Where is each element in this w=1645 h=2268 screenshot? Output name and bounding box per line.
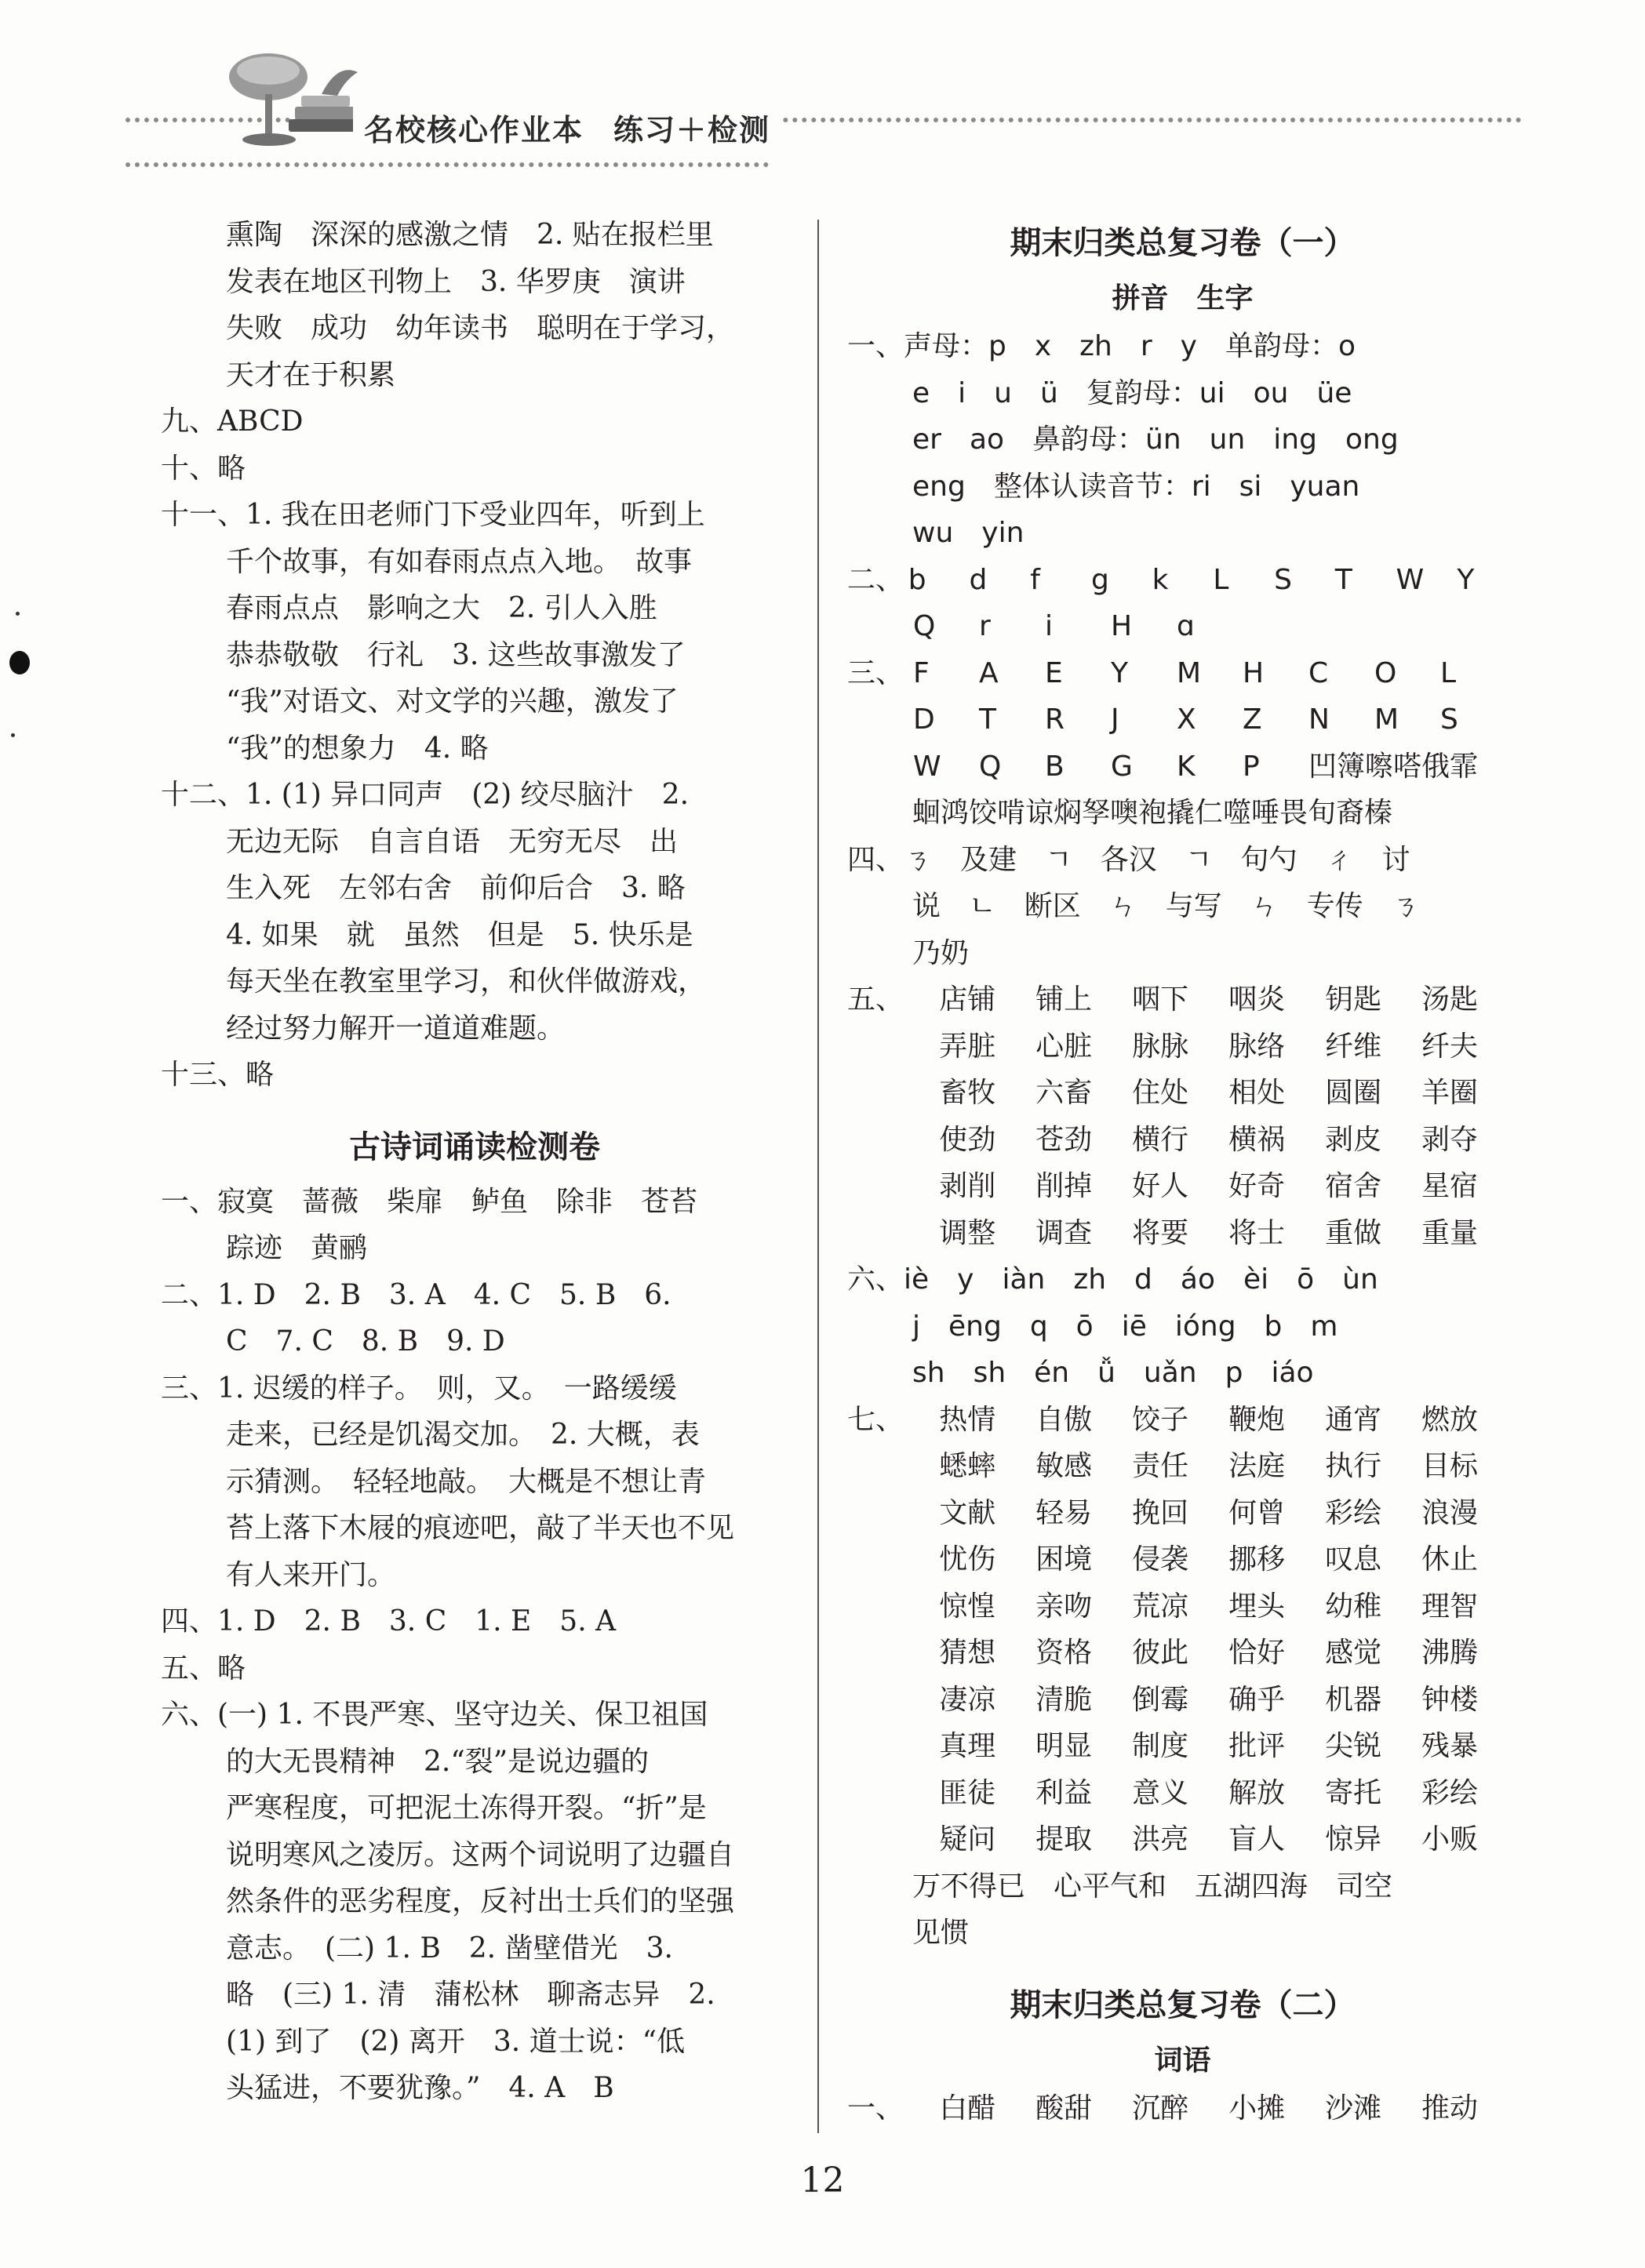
left-column (161, 212, 788, 2112)
answer-line: 4. 如果 就 虽然 但是 5. 快乐是 (226, 918, 693, 951)
answer-line: “我”的想象力 4. 略 (226, 732, 489, 765)
answer-line: 然条件的恶劣程度，反衬出士兵们的坚强 (226, 1885, 735, 1917)
word-cell: 惊异 (1325, 1823, 1382, 1855)
word-cell: 盲人 (1228, 1823, 1286, 1855)
question-number: 七、 (847, 1403, 904, 1436)
answer-line: 意志。 (二) 1. B 2. 凿壁借光 3. (226, 1932, 673, 1965)
word-cell: 横行 (1132, 1123, 1189, 1156)
word-row (847, 1163, 1518, 1210)
letter-cell: W (913, 750, 941, 783)
page-number: 12 (800, 2161, 845, 2201)
indent (847, 1443, 939, 1490)
answer-line: wu yin (912, 517, 1024, 549)
letter-cell: ɑ (1177, 610, 1195, 642)
word-cell: 苍劲 (1035, 1123, 1093, 1156)
letter-cell: H (1243, 656, 1265, 689)
answer-line: 略 (三) 1. 清 蒲松林 聊斋志异 2. (226, 1979, 715, 2011)
word-cell: 文献 (939, 1496, 996, 1529)
letter-cell: J (1111, 703, 1119, 736)
word-cell: 敏感 (1035, 1450, 1093, 1482)
answer-line: 踪迹 黄鹂 (226, 1232, 368, 1264)
word-row (847, 976, 1518, 1023)
answer-line: 生入死 左邻右舍 前仰后合 3. 略 (226, 872, 686, 904)
letter-cell: f (1030, 563, 1040, 596)
word-row (847, 1443, 1518, 1490)
section-title: 期末归类总复习卷（二） (1010, 1986, 1356, 2023)
word-cell: 小摊 (1228, 2092, 1286, 2124)
word-cell: 寄托 (1325, 1776, 1382, 1809)
letter-cell: F (913, 656, 930, 689)
word-cell: 店铺 (939, 983, 996, 1016)
letter-cell: E (1045, 656, 1063, 689)
char-group: 凹簿嚓嗒俄霏 (1308, 750, 1479, 783)
indent (847, 743, 913, 791)
word-cell: 铺上 (1035, 983, 1093, 1016)
word-cell: 挪移 (1228, 1543, 1286, 1576)
indent (847, 1490, 939, 1537)
word-row (847, 2085, 1518, 2132)
word-cell: 荒凉 (1132, 1590, 1189, 1623)
answer-line: 十、略 (161, 452, 246, 485)
section-title: 期末归类总复习卷（一） (1010, 225, 1356, 261)
word-cell: 制度 (1132, 1730, 1189, 1762)
answer-line: 每天坐在教室里学习，和伙伴做游戏， (226, 965, 707, 998)
answer-line: 九、ABCD (161, 405, 304, 438)
letter-cell: M (1177, 656, 1202, 689)
word-cell: 侵袭 (1132, 1543, 1189, 1576)
word-cell: 沉醉 (1132, 2092, 1189, 2124)
word-cell: 批评 (1228, 1730, 1286, 1762)
word-cell: 困境 (1035, 1543, 1093, 1576)
answer-line: 四、1. D 2. B 3. C 1. E 5. A (161, 1605, 617, 1637)
letter-cell: O (1374, 656, 1397, 689)
word-row (847, 1723, 1518, 1770)
word-cell: 横祸 (1228, 1123, 1286, 1156)
word-row (847, 1770, 1518, 1817)
word-cell: 浪漫 (1421, 1496, 1479, 1529)
word-cell: 幼稚 (1325, 1590, 1382, 1623)
indent (847, 1630, 939, 1677)
answer-line: 经过努力解开一道道难题。 (226, 1012, 566, 1045)
word-cell: 确乎 (1228, 1683, 1286, 1716)
answer-line: 六、iè y iàn zh d áo èi ō ùn (847, 1263, 1378, 1296)
answer-line: 无边无际 自言自语 无穷无尽 出 (226, 825, 679, 858)
answer-line: 六、(一) 1. 不畏严寒、坚守边关、保卫祖国 (161, 1699, 708, 1731)
word-cell: 忧伤 (939, 1543, 996, 1576)
word-cell: 意义 (1132, 1776, 1189, 1809)
word-row (847, 1677, 1518, 1724)
word-cell: 住处 (1132, 1077, 1189, 1109)
header-dotted-rule-short (126, 162, 769, 167)
letter-cell: T (979, 703, 996, 736)
letter-cell: P (1243, 750, 1260, 783)
indent (847, 603, 913, 650)
letter-cell: Q (979, 750, 1002, 783)
word-cell: 提取 (1035, 1823, 1093, 1855)
section-subtitle: 拼音 生字 (1112, 282, 1254, 314)
letter-row (847, 650, 1518, 697)
word-cell: 弄脏 (939, 1030, 996, 1063)
letter-cell: S (1440, 703, 1458, 736)
answer-line: 走来，已经是饥渴交加。 2. 大概，表 (226, 1419, 700, 1451)
letter-cell: C (1308, 656, 1329, 689)
word-cell: 疑问 (939, 1823, 996, 1855)
word-cell: 饺子 (1132, 1403, 1189, 1436)
spacer (161, 1099, 788, 1116)
answer-line: 天才在于积累 (226, 358, 396, 391)
answer-line: er ao 鼻韵母：ün un ing ong (912, 423, 1399, 456)
word-cell: 何曾 (1228, 1496, 1286, 1529)
word-row (847, 1210, 1518, 1257)
word-cell: 蟋蟀 (939, 1450, 996, 1482)
header-title: 名校核心作业本 练习＋检测 (353, 106, 781, 149)
answer-line: 见惯 (912, 1917, 970, 1949)
letter-cell: K (1177, 750, 1196, 783)
word-cell: 六畜 (1035, 1077, 1093, 1109)
letter-cell: T (1334, 563, 1352, 596)
letter-cell: b (908, 563, 926, 596)
word-cell: 残暴 (1421, 1730, 1479, 1762)
letter-row (847, 696, 1518, 743)
indent (847, 1536, 939, 1583)
word-cell: 剥削 (939, 1170, 996, 1202)
word-cell: 彼此 (1132, 1637, 1189, 1669)
word-cell: 资格 (1035, 1637, 1093, 1669)
answer-line: 头猛进，不要犹豫。” 4. A B (226, 2072, 614, 2104)
indent (847, 1117, 939, 1164)
word-cell: 通宵 (1325, 1403, 1382, 1436)
indent (847, 1210, 939, 1257)
word-cell: 尖锐 (1325, 1730, 1382, 1762)
answer-line: 一、声母：p x zh r y 单韵母：o (847, 330, 1356, 362)
word-cell: 猜想 (939, 1637, 996, 1669)
word-cell: 剥皮 (1325, 1123, 1382, 1156)
answer-line: 二、1. D 2. B 3. A 4. C 5. B 6. (161, 1278, 671, 1311)
word-cell: 责任 (1132, 1450, 1189, 1482)
answer-line: 十三、略 (161, 1059, 275, 1091)
indent (847, 1677, 939, 1724)
letter-cell: k (1152, 563, 1169, 596)
word-cell: 纤维 (1325, 1030, 1382, 1063)
word-cell: 彩绘 (1325, 1496, 1382, 1529)
word-cell: 纤夫 (1421, 1030, 1479, 1063)
answer-line: 千个故事，有如春雨点点入地。 故事 (226, 545, 693, 578)
indent (847, 1723, 939, 1770)
word-cell: 执行 (1325, 1450, 1382, 1482)
letter-cell: L (1440, 656, 1457, 689)
letter-cell: Q (913, 610, 936, 642)
word-row (847, 1816, 1518, 1863)
answer-line: 说明寒风之凌厉。这两个词说明了边疆自 (226, 1838, 735, 1871)
word-cell: 调整 (939, 1216, 996, 1249)
word-cell: 咽炎 (1228, 983, 1286, 1016)
word-cell: 重量 (1421, 1216, 1479, 1249)
question-number: 三、 (847, 656, 904, 689)
letter-cell: B (1045, 750, 1065, 783)
word-cell: 脉脉 (1132, 1030, 1189, 1063)
answer-line: j ēng q ō iē ióng b m (912, 1310, 1338, 1343)
word-cell: 将要 (1132, 1216, 1189, 1249)
scan-smudge (9, 651, 30, 674)
letter-cell: L (1213, 563, 1229, 596)
word-cell: 理智 (1421, 1590, 1479, 1623)
word-cell: 感觉 (1325, 1637, 1382, 1669)
word-cell: 洪亮 (1132, 1823, 1189, 1855)
word-cell: 沸腾 (1421, 1637, 1479, 1669)
word-cell: 重做 (1325, 1216, 1382, 1249)
word-cell: 推动 (1421, 2092, 1479, 2124)
answer-line: 五、略 (161, 1652, 246, 1685)
word-cell: 使劲 (939, 1123, 996, 1156)
word-cell: 目标 (1421, 1450, 1479, 1482)
letter-cell: R (1045, 703, 1065, 736)
answer-line: 说 ㄴ 断区 ㄣ 与写 ㄣ 专传 ㄋ (912, 890, 1420, 922)
word-cell: 休止 (1421, 1543, 1479, 1576)
letter-cell: Z (1243, 703, 1262, 736)
word-cell: 解放 (1228, 1776, 1286, 1809)
letter-cell: g (1090, 563, 1109, 596)
word-cell: 剥夺 (1421, 1123, 1479, 1156)
word-cell: 羊圈 (1421, 1077, 1479, 1109)
indent (847, 1770, 939, 1817)
word-row (847, 1397, 1518, 1444)
word-cell: 利益 (1035, 1776, 1093, 1809)
word-row (847, 1023, 1518, 1070)
letter-cell: Y (1111, 656, 1128, 689)
word-cell: 埋头 (1228, 1590, 1286, 1623)
answer-line: 乃奶 (912, 936, 970, 969)
word-row (847, 1583, 1518, 1630)
word-cell: 清脆 (1035, 1683, 1093, 1716)
answer-line: 恭恭敬敬 行礼 3. 这些故事激发了 (226, 638, 686, 671)
letter-cell: Y (1457, 563, 1475, 596)
word-cell: 钥匙 (1325, 983, 1382, 1016)
letter-cell: d (969, 563, 988, 596)
word-cell: 削掉 (1035, 1170, 1093, 1202)
word-row (847, 1490, 1518, 1537)
answer-line: “我”对语文、对文学的兴趣，激发了 (226, 685, 679, 718)
answer-line: 有人来开门。 (226, 1558, 396, 1591)
letter-cell: S (1274, 563, 1292, 596)
word-cell: 星宿 (1421, 1170, 1479, 1202)
answer-line: eng 整体认读音节：ri si yuan (912, 470, 1360, 503)
answer-line: 春雨点点 影响之大 2. 引人入胜 (226, 592, 657, 624)
word-row (847, 1070, 1518, 1117)
spacer (847, 1957, 1518, 1974)
column-divider (817, 220, 819, 2133)
letter-cell: N (1308, 703, 1330, 736)
letter-row (847, 557, 1518, 604)
page-header (0, 0, 1645, 180)
answer-line: 十二、1. (1) 异口同声 (2) 绞尽脑汁 2. (161, 779, 690, 811)
letter-cell: D (913, 703, 935, 736)
word-cell: 亲吻 (1035, 1590, 1093, 1623)
word-cell: 燃放 (1421, 1403, 1479, 1436)
scan-speck (11, 733, 15, 737)
word-row (847, 1536, 1518, 1583)
word-cell: 小贩 (1421, 1823, 1479, 1855)
word-cell: 调查 (1035, 1216, 1093, 1249)
letter-cell: A (979, 656, 999, 689)
word-cell: 真理 (939, 1730, 996, 1762)
word-cell: 机器 (1325, 1683, 1382, 1716)
word-cell: 挽回 (1132, 1496, 1189, 1529)
word-cell: 心脏 (1035, 1030, 1093, 1063)
answer-line: C 7. C 8. B 9. D (226, 1325, 505, 1358)
word-cell: 畜牧 (939, 1077, 996, 1109)
letter-cell: X (1177, 703, 1196, 736)
word-cell: 圆圈 (1325, 1077, 1382, 1109)
answer-line: 苔上落下木屐的痕迹吧，敲了半天也不见 (226, 1512, 735, 1544)
letter-cell: H (1111, 610, 1133, 642)
section-subtitle: 词语 (1154, 2044, 1211, 2077)
indent (847, 1816, 939, 1863)
word-cell: 轻易 (1035, 1496, 1093, 1529)
answer-line: (1) 到了 (2) 离开 3. 道士说：“低 (226, 2025, 686, 2058)
answer-line: 十一、1. 我在田老师门下受业四年，听到上 (161, 499, 705, 531)
indent (847, 1583, 939, 1630)
word-cell: 彩绘 (1421, 1776, 1479, 1809)
section-title: 古诗词诵读检测卷 (349, 1129, 600, 1165)
letter-cell: M (1374, 703, 1399, 736)
indent (847, 1163, 939, 1210)
question-number: 二、 (847, 563, 904, 596)
answer-line: 的大无畏精神 2.“裂”是说边疆的 (226, 1745, 650, 1778)
word-cell: 明显 (1035, 1730, 1093, 1762)
indent (847, 1070, 939, 1117)
word-cell: 沙滩 (1325, 2092, 1382, 2124)
letter-cell: i (1045, 610, 1054, 642)
word-cell: 热情 (939, 1403, 996, 1436)
word-cell: 法庭 (1228, 1450, 1286, 1482)
char-line: 蛔鸿饺啃谅焖孥噢袍撬仁噬唾畏旬裔榛 (912, 797, 1393, 829)
word-cell: 相处 (1228, 1077, 1286, 1109)
word-cell: 恰好 (1228, 1637, 1286, 1669)
indent (847, 696, 913, 743)
answer-line: 三、1. 迟缓的样子。 则，又。 一路缓缓 (161, 1372, 677, 1405)
letter-cell: G (1111, 750, 1133, 783)
word-cell: 汤匙 (1421, 983, 1479, 1016)
word-cell: 将士 (1228, 1216, 1286, 1249)
word-cell: 脉络 (1228, 1030, 1286, 1063)
word-cell: 惊惶 (939, 1590, 996, 1623)
word-cell: 自傲 (1035, 1403, 1093, 1436)
word-cell: 好人 (1132, 1170, 1189, 1202)
letter-row (847, 603, 1518, 650)
word-cell: 倒霉 (1132, 1683, 1189, 1716)
answer-line: 发表在地区刊物上 3. 华罗庚 演讲 (226, 265, 686, 298)
answer-line: 示猜测。 轻轻地敲。 大概是不想让青 (226, 1465, 707, 1498)
word-row (847, 1117, 1518, 1164)
word-cell: 叹息 (1325, 1543, 1382, 1576)
answer-line: e i u ü 复韵母：ui ou üe (912, 376, 1352, 409)
word-cell: 鞭炮 (1228, 1403, 1286, 1436)
indent (847, 1023, 939, 1070)
word-cell: 宿舍 (1325, 1170, 1382, 1202)
question-number: 五、 (847, 983, 904, 1016)
word-cell: 咽下 (1132, 983, 1189, 1016)
letter-cell: r (979, 610, 991, 642)
word-cell: 匪徒 (939, 1776, 996, 1809)
word-cell: 钟楼 (1421, 1683, 1479, 1716)
answer-line: sh sh én ǚ uǎn p iáo (912, 1357, 1314, 1389)
answer-line: 失败 成功 幼年读书 聪明在于学习， (226, 312, 735, 344)
answer-line: 严寒程度，可把泥土冻得开裂。“折”是 (226, 1792, 707, 1824)
word-row (847, 1630, 1518, 1677)
answer-line: 一、寂寞 蔷薇 柴扉 鲈鱼 除非 苍苔 (161, 1185, 698, 1218)
right-column (847, 212, 1518, 2132)
word-cell: 酸甜 (1035, 2092, 1093, 2124)
word-cell: 好奇 (1228, 1170, 1286, 1202)
lamp-books-logo-icon (220, 47, 369, 157)
question-number: 一、 (847, 2092, 904, 2124)
letter-cell: W (1396, 563, 1425, 596)
word-cell: 凄凉 (939, 1683, 996, 1716)
scan-speck (16, 612, 20, 616)
word-cell: 白醋 (939, 2092, 996, 2124)
letter-row (847, 743, 1518, 791)
answer-line: 万不得已 心平气和 五湖四海 司空 (912, 1870, 1393, 1903)
answer-line: 熏陶 深深的感激之情 2. 贴在报栏里 (226, 219, 714, 251)
answer-line: 四、ㄋ 及建 ㄱ 各汉 ㄱ 句勺 ㄔ 讨 (847, 843, 1410, 876)
